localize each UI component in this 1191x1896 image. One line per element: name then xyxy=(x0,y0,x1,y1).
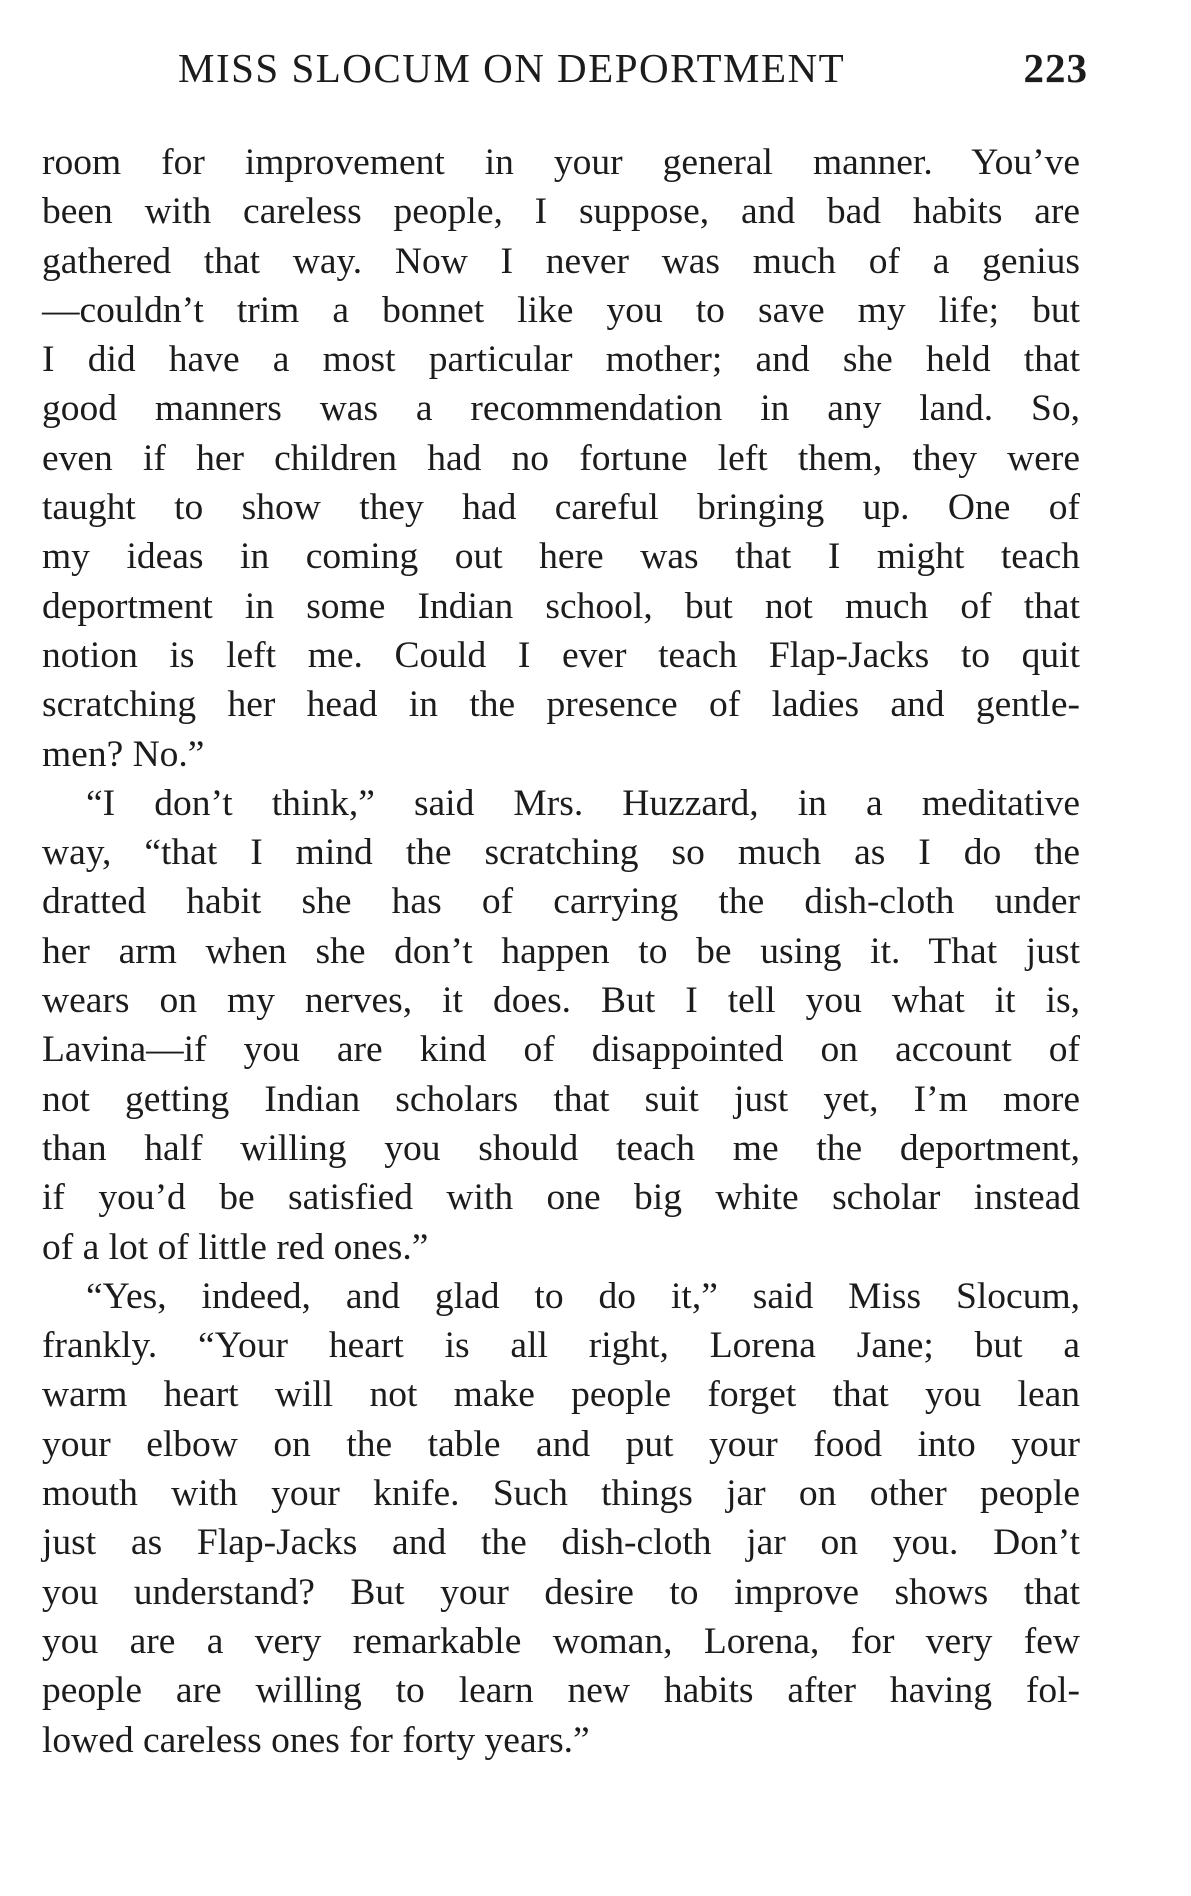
text-line: taught to show they had careful bringing up. One of xyxy=(42,487,1080,529)
text-line: dratted habit she has of carrying the dish-cloth under xyxy=(42,881,1080,923)
text-line: Lavina—if you are kind of disappointed on account of xyxy=(42,1029,1080,1071)
text-line: mouth with your knife. Such things jar on other people xyxy=(42,1473,1080,1515)
text-line: my ideas in coming out here was that I might teach xyxy=(42,536,1080,578)
text-line: lowed careless ones for forty years.” xyxy=(42,1719,590,1761)
text-line: of a lot of little red ones.” xyxy=(42,1226,429,1268)
text-line: I did have a most particular mother; and she held that xyxy=(42,339,1080,381)
text-line: your elbow on the table and put your food into your xyxy=(42,1423,1080,1465)
text-line: you understand? But your desire to improve shows that xyxy=(42,1571,1080,1613)
text-line: room for improvement in your general manner. You’ve xyxy=(42,142,1080,183)
text-line: men? No.” xyxy=(42,733,205,775)
text-line: even if her children had no fortune left them, they were xyxy=(42,437,1080,479)
text-line: frankly. “Your heart is all right, Lorena Jane; but a xyxy=(42,1325,1080,1367)
text-line: “Yes, indeed, and glad to do it,” said Miss Slocum, xyxy=(86,1275,1080,1317)
text-line: not getting Indian scholars that suit just yet, I’m more xyxy=(42,1078,1080,1120)
text-line: “I don’t think,” said Mrs. Huzzard, in a meditative xyxy=(86,782,1080,824)
page-number: 223 xyxy=(1023,45,1088,91)
text-line: you are a very remarkable woman, Lorena, for very few xyxy=(42,1620,1080,1662)
running-head xyxy=(178,38,1088,98)
text-line: deportment in some Indian school, but not much of that xyxy=(42,585,1080,627)
text-line: just as Flap-Jacks and the dish-cloth jar on you. Don’t xyxy=(42,1522,1080,1564)
text-line: warm heart will not make people forget that you lean xyxy=(42,1374,1080,1416)
text-line: scratching her head in the presence of ladies and gentle- xyxy=(42,684,1080,726)
body-text xyxy=(42,138,1080,1765)
text-line: way, “that I mind the scratching so much as I do the xyxy=(42,832,1080,874)
text-line: gathered that way. Now I never was much of a genius xyxy=(42,240,1080,282)
text-line: than half willing you should teach me the deportment, xyxy=(42,1127,1080,1169)
text-line: good manners was a recommendation in any land. So, xyxy=(42,388,1080,430)
text-line: people are willing to learn new habits after having fol- xyxy=(42,1670,1080,1712)
running-title: MISS SLOCUM ON DEPORTMENT xyxy=(178,45,846,91)
text-line: wears on my nerves, it does. But I tell you what it is, xyxy=(42,980,1080,1022)
text-line: notion is left me. Could I ever teach Flap-Jacks to quit xyxy=(42,634,1080,676)
text-line: her arm when she don’t happen to be using it. That just xyxy=(42,930,1080,972)
text-line: —couldn’t trim a bonnet like you to save my life; but xyxy=(42,289,1080,331)
text-line: been with careless people, I suppose, and bad habits are xyxy=(42,191,1080,233)
text-line: if you’d be satisfied with one big white scholar instead xyxy=(42,1177,1080,1219)
